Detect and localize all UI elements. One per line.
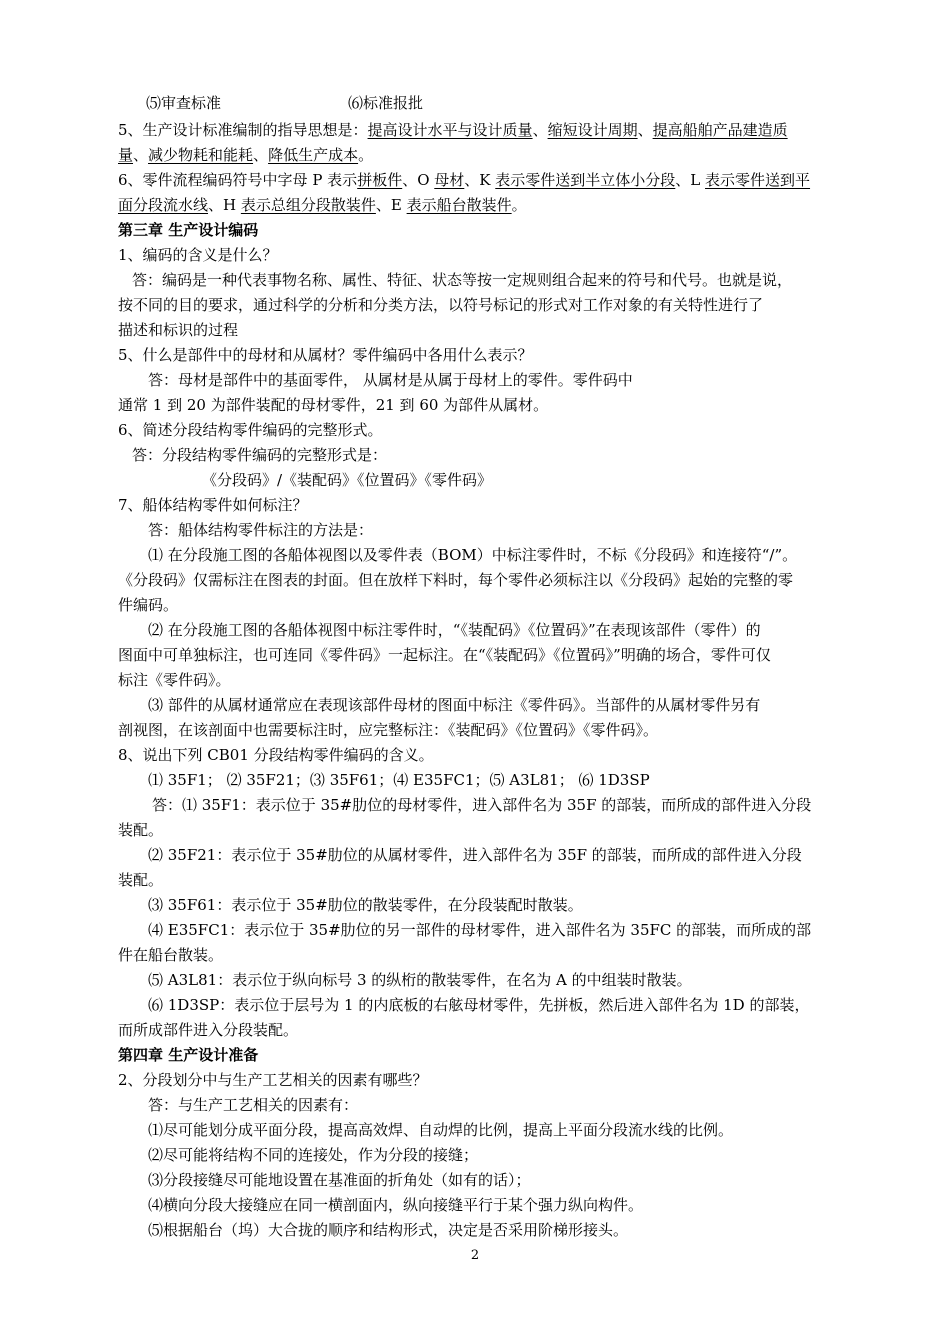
answer-line: 装配。 [118,821,164,839]
text-line: ⑹标准报批 [348,94,424,112]
answer-line: 答：母材是部件中的基面零件， 从属材是从属于母材上的零件。零件码中 [148,371,633,389]
text-line: 5、生产设计标准编制的指导思想是：提高设计水平与设计质量、缩短设计周期、提高船舶产品建造质 [118,121,788,139]
underlined-answer: 提高设计水平与设计质量 [367,121,533,139]
answer-line: 《分段码》/《装配码》《位置码》《零件码》 [202,471,493,489]
code-list: ⑴ 35F1； ⑵ 35F21；⑶ 35F61；⑷ E35FC1；⑸ A3L81； ⑹ 1D3SP [148,771,650,789]
answer-line: 答：⑴ 35F1：表示位于 35#肋位的母材零件，进入部件名为 35F 的部装，而所成的部件进入分段 [152,796,812,814]
answer-line: ⑷ E35FC1：表示位于 35#肋位的另一部件的母材零件，进入部件名为 35FC 的部装，而所成的部 [148,921,812,939]
answer-line: 图面中可单独标注，也可连同《零件码》一起标注。在“《装配码》《位置码》”明确的场合，零件可仅 [118,646,771,664]
answer-line: ⑴尽可能划分成平面分段，提高高效焊、自动焊的比例，提高上平面分段流水线的比例。 [148,1121,734,1139]
question: 7、船体结构零件如何标注？ [118,496,308,514]
answer-line: 标注《零件码》。 [118,671,231,689]
underlined-answer: 面分段流水线 [118,196,209,214]
answer-line: 《分段码》仅需标注在图表的封面。但在放样下料时，每个零件必须标注以《分段码》起始的完整的零 [118,571,794,589]
answer-line: 装配。 [118,871,164,889]
underlined-answer: 表示零件送到平 [705,171,811,189]
answer-line: ⑶ 35F61：表示位于 35#肋位的散装零件，在分段装配时散装。 [148,896,583,914]
answer-line: 按不同的目的要求，通过科学的分析和分类方法，以符号标记的形式对工作对象的有关特性进行了 [118,296,764,314]
text-line: ⑸审查标准 [146,94,222,112]
underlined-answer: 提高船舶产品建造质 [652,121,788,139]
underlined-answer: 缩短设计周期 [547,121,638,139]
answer-line: 答：与生产工艺相关的因素有： [148,1096,359,1114]
underlined-answer: 拼板件 [357,171,403,189]
answer-line: 件在船台散装。 [118,946,224,964]
answer-line: ⑸根据船台（坞）大合拢的顺序和结构形式，决定是否采用阶梯形接头。 [148,1221,629,1239]
answer-line: ⑶ 部件的从属材通常应在表现该部件母材的图面中标注《零件码》。当部件的从属材零件另有 [148,696,761,714]
answer-line: ⑹ 1D3SP：表示位于层号为 1 的内底板的右舷母材零件，先拼板，然后进入部件名为 1D 的部装， [148,996,810,1014]
answer-line: ⑵尽可能将结构不同的连接处，作为分段的接缝； [148,1146,479,1164]
answer-line: 答：分段结构零件编码的完整形式是： [132,446,388,464]
answer-line: 剖视图，在该剖面中也需要标注时，应完整标注：《装配码》《位置码》《零件码》。 [118,721,659,739]
underlined-answer: 母材 [434,171,465,189]
text-line: 量、减少物耗和能耗、降低生产成本。 [118,146,374,164]
text-line: 6、零件流程编码符号中字母 P 表示拼板件、O 母材、K 表示零件送到半立体小分段、L 表示零件送到平 [118,171,811,189]
page-number: 2 [470,1248,480,1263]
answer-line: ⑶分段接缝尽可能地设置在基准面的折角处（如有的话）； [148,1171,531,1189]
underlined-answer: 表示船台散装件 [406,196,512,214]
underlined-answer: 表示零件送到半立体小分段 [495,171,676,189]
underlined-answer: 量 [118,146,134,164]
question: 1、编码的含义是什么？ [118,246,278,264]
answer-line: 件编码。 [118,596,179,614]
question: 6、简述分段结构零件编码的完整形式。 [118,421,383,439]
answer-line: ⑵ 35F21：表示位于 35#肋位的从属材零件，进入部件名为 35F 的部装，而所成的部件进入分段 [148,846,802,864]
question: 5、什么是部件中的母材和从属材？零件编码中各用什么表示？ [118,346,533,364]
underlined-answer: 降低生产成本 [268,146,359,164]
underlined-answer: 表示总组分段散装件 [240,196,376,214]
underlined-answer: 减少物耗和能耗 [148,146,254,164]
text-line: 面分段流水线、H 表示总组分段散装件、E 表示船台散装件。 [118,196,527,214]
answer-line: ⑴ 在分段施工图的各船体视图以及零件表（BOM）中标注零件时，不标《分段码》和连接符“/”。 [148,546,798,564]
answer-line: ⑷横向分段大接缝应在同一横剖面内，纵向接缝平行于某个强力纵向构件。 [148,1196,644,1214]
answer-line: ⑵ 在分段施工图的各船体视图中标注零件时，“《装配码》《位置码》”在表现该部件（零件）的 [148,621,761,639]
answer-line: 答：编码是一种代表事物名称、属性、特征、状态等按一定规则组合起来的符号和代号。也就是说， [132,271,793,289]
chapter-heading: 第四章 生产设计准备 [118,1046,259,1064]
answer-line: 而所成部件进入分段装配。 [118,1021,299,1039]
answer-line: 描述和标识的过程 [118,321,239,339]
question: 2、分段划分中与生产工艺相关的因素有哪些？ [118,1071,428,1089]
answer-line: 通常 1 到 20 为部件装配的母材零件，21 到 60 为部件从属材。 [118,396,549,414]
question: 8、说出下列 CB01 分段结构零件编码的含义。 [118,746,434,764]
answer-line: ⑸ A3L81：表示位于纵向标号 3 的纵桁的散装零件，在名为 A 的中组装时散装。 [148,971,692,989]
chapter-heading: 第三章 生产设计编码 [118,221,259,239]
answer-line: 答：船体结构零件标注的方法是： [148,521,374,539]
